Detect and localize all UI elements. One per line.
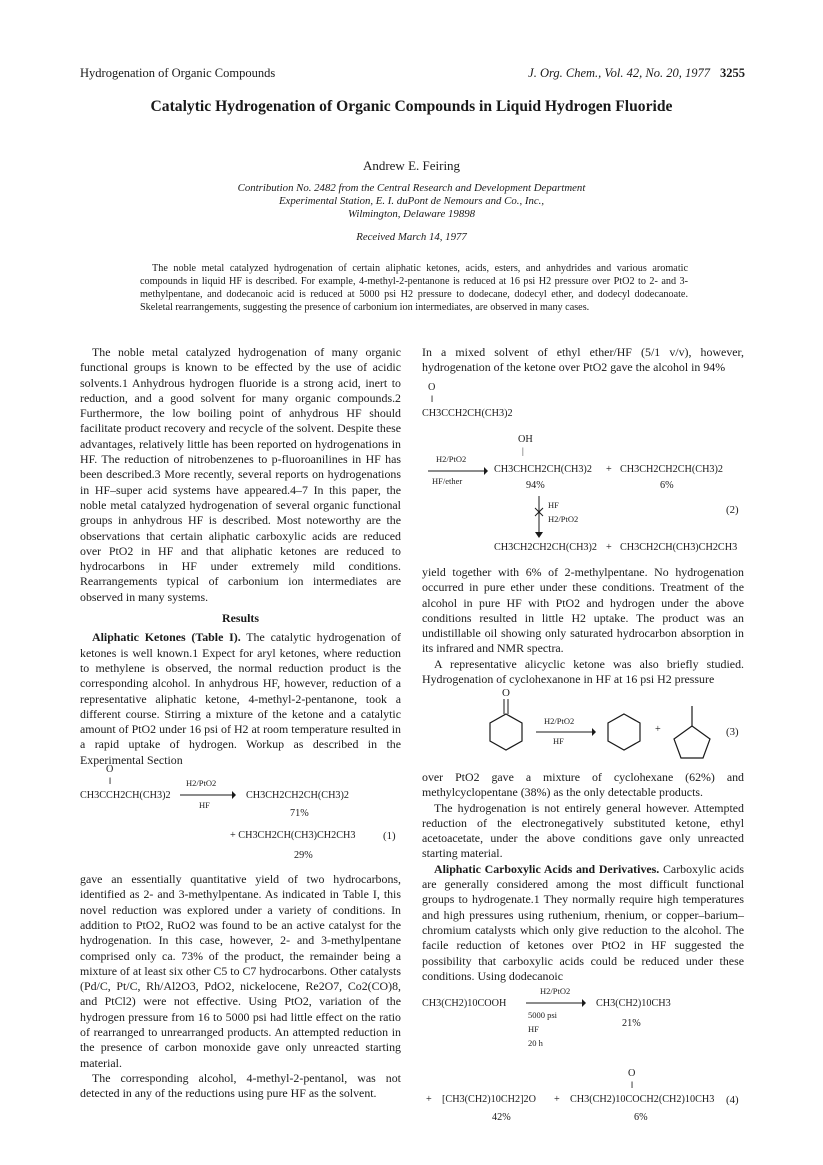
acids-text: Carboxylic acids are generally considered among the most difficult functional groups to hydrogenate.1 They normally require high temperatures and high pressures using ruthenium, rhenium, or copper–barium–chromium catalysts which only give reduction to the alcohol. The facile reduction of ketones over PtO2 in HF suggested the possibility that carboxylic acids could be reduced under these conditions. Using dodecanoic: [422, 861, 744, 983]
eq4-yield-2: 42%: [492, 1112, 511, 1123]
right-column-lower: [422, 770, 744, 984]
acids-paragraph: [422, 862, 744, 984]
affiliation-line: Contribution No. 2482 from the Central Research and Development Department: [237, 182, 586, 194]
eq2-down-arrow: [534, 496, 544, 538]
page-number: 3255: [720, 66, 745, 80]
not-general-paragraph: The hydrogenation is not entirely general however. Attempted reduction of the electronegatively substituted ketone, ethyl acetoacetate, under the above conditions gave only unreacted starting material.: [422, 800, 744, 861]
eq2-double-bond: ‖: [431, 394, 434, 404]
eq1-yield-2: 29%: [294, 850, 313, 861]
eq4-yield-3: 6%: [634, 1112, 648, 1123]
affiliation-line: Experimental Station, E. I. duPont de Nemours and Co., Inc.,: [278, 195, 545, 207]
eq2-down-reagent-bottom: H2/PtO2: [548, 514, 579, 524]
eq2-bond: |: [522, 446, 524, 456]
eq2-yield-1: 94%: [526, 480, 545, 491]
eq2-product-2: CH3CH2CH2CH(CH3)2: [620, 464, 724, 475]
eq4-reagent-line-2: HF: [528, 1024, 539, 1034]
eq1-number: (1): [383, 830, 396, 842]
eq2-plus-2: +: [606, 542, 612, 553]
eq4-reagent-line-3: 20 h: [528, 1038, 543, 1048]
eq1-yield-1: 71%: [290, 808, 309, 819]
eq1-reagent-bottom: HF: [199, 800, 210, 810]
eq4-yield-1: 21%: [622, 1018, 641, 1029]
eq4-plus-2: +: [554, 1094, 560, 1105]
acids-heading: Aliphatic Carboxylic Acids and Derivatives.: [434, 861, 660, 876]
eq2-plus: +: [606, 464, 612, 475]
eq2-reactant: CH3CCH2CH(CH3)2: [422, 408, 513, 419]
eq4-carbonyl-o: O: [628, 1068, 636, 1079]
eq2-arrow: [428, 466, 488, 476]
after-eq1-paragraph: gave an essentially quantitative yield of two hydrocarbons, identified as 2- and 3-methylpentane. As indicated in Table I, this novel reduction was explored under a variety of conditions. In addition to PtO2, RuO2 was found to be an active catalyst for the hydrogenation. In this case, however, 2- and 3-methylpentane comprised only ca. 73% of the product, the remainder being a mixture of at least six other C5 to C7 hydrocarbons. Other catalysts (Pd/C, Pt/C, Rh/Al2O3, PdO2, nickelocene, Re2O7, Co2(CO)8, and PtCl2) were not effective. Using PtO2, variation of the hydrogen pressure from 16 to 5000 psi had little effect on the ratio of rearranged to unrearranged products. An attempted reduction in the presence of carbon monoxide gave only unreacted starting material.: [80, 872, 401, 1070]
after-eq3-paragraph: over PtO2 gave a mixture of cyclohexane (62%) and methylcyclopentane (38%) as the only detectable products.: [422, 770, 744, 800]
eq2-reagent-bottom: HF/ether: [432, 476, 463, 486]
left-column: [80, 345, 401, 1101]
eq3-number: (3): [726, 726, 739, 738]
eq1-product-2: + CH3CH2CH(CH3)CH2CH3: [230, 830, 356, 841]
eq4-arrow: [526, 998, 586, 1008]
eq1-double-bond: ‖: [109, 776, 112, 786]
eq2-reagent-top: H2/PtO2: [436, 454, 467, 464]
ketones-paragraph: [80, 630, 401, 768]
author: Andrew E. Feiring: [362, 158, 461, 173]
eq2-product-1: CH3CHCH2CH(CH3)2: [494, 464, 592, 475]
eq1-reactant: CH3CCH2CH(CH3)2: [80, 790, 171, 801]
intro-paragraph: The noble metal catalyzed hydrogenation of many organic functional groups is known to be effected by the use of acidic solvents.1 Anhydrous hydrogen fluoride is a strong acid, inert to reduction, and a good solvent for many organic compounds.2 Furthermore, the low boiling point of anhydrous HF should facilitate product recovery and recycle of the solvent. Despite these advantages, relatively little has been reported on hydrogenations in HF. The reduction of nitrobenzenes to p-fluoroanilines in HF has been described.3 More recently, several reports on hydrogenations in HF–super acid systems have appeared.4–7 In this paper, the noble metal catalyzed hydrogenation of several organic functional groups in anhydrous HF is described. Most noteworthy are the observations that certain aliphatic carboxylic acids are reduced over PtO2 in HF and that aliphatic ketones are reduced to hydrocarbons in HF under extremely mild conditions. Rearrangements typical of carbonium ion intermediates are observed in many systems.: [80, 345, 401, 604]
affiliation-line: Wilmington, Delaware 19898: [347, 208, 476, 220]
eq1-carbonyl-o: O: [106, 764, 114, 775]
equation-4-continued: [422, 1068, 744, 1128]
svg-text:O: O: [502, 687, 510, 699]
eq3-reagent-top: H2/PtO2: [544, 716, 575, 726]
after-eq2-paragraph: yield together with 6% of 2-methylpentane. No hydrogenation occurred in pure ether under these conditions. Treatment of the alcohol in pure HF with PtO2 and hydrogen under the above conditions resulted in little H2 uptake. The product was an undistillable oil showing only saturated hydrocarbon absorption in its infrared and NMR spectra.: [422, 565, 744, 656]
eq1-reagent-top: H2/PtO2: [186, 778, 217, 788]
journal-citation: [528, 66, 745, 81]
results-heading: Results: [222, 611, 259, 626]
journal-name: J. Org. Chem., Vol. 42, No. 20, 1977: [528, 66, 710, 80]
eq2-number: (2): [726, 504, 739, 516]
eq4-product-1: CH3(CH2)10CH3: [596, 998, 671, 1009]
abstract: The noble metal catalyzed hydrogenation of certain aliphatic ketones, acids, esters, and anhydrides and various aromatic compounds in liquid HF is described. For example, 4-methyl-2-pentanone is reduced at 16 psi H2 pressure over PtO2 to 2- and 3-methylpentane, and dodecanoic acid is reduced at 5000 psi H2 pressure to dodecane, dodecyl ether, and dodecyl dodecanoate. Skeletal rearrangements, suggesting the presence of carbonium ion intermediates, are observed in many cases.: [140, 263, 688, 313]
received-date: Received March 14, 1977: [356, 231, 467, 243]
eq4-reactant: CH3(CH2)10COOH: [422, 998, 507, 1009]
equation-4: [422, 986, 744, 1076]
equation-1: [80, 764, 402, 864]
eq2-product-3: CH3CH2CH2CH(CH3)2: [494, 542, 598, 553]
mixed-solvent-paragraph: In a mixed solvent of ethyl ether/HF (5/1 v/v), however, hydrogenation of the ketone over PtO2 gave the alcohol in 94%: [422, 345, 744, 375]
eq4-product-3: CH3(CH2)10COCH2(CH2)10CH3: [570, 1094, 715, 1105]
eq3-structures: [486, 686, 786, 762]
alcohol-paragraph: The corresponding alcohol, 4-methyl-2-pentanol, was not detected in any of the reductions using pure HF as the solvent.: [80, 1070, 401, 1101]
alicyclic-paragraph: A representative alicyclic ketone was also briefly studied. Hydrogenation of cyclohexanone in HF at 16 psi H2 pressure: [422, 656, 744, 687]
eq2-yield-2: 6%: [660, 480, 674, 491]
eq2-product-4: CH3CH2CH(CH3)CH2CH3: [620, 542, 738, 553]
eq2-carbonyl-o: O: [428, 382, 436, 393]
running-title: Hydrogenation of Organic Compounds: [80, 66, 276, 80]
article-title: Catalytic Hydrogenation of Organic Compounds in Liquid Hydrogen Fluoride: [150, 98, 673, 115]
right-column-mid: [422, 565, 744, 687]
equation-2: [422, 382, 744, 562]
eq3-plus: +: [655, 724, 661, 735]
equation-3: [422, 686, 744, 766]
eq1-product-1: CH3CH2CH2CH(CH3)2: [246, 790, 350, 801]
eq1-arrow: [180, 790, 236, 800]
ketones-text: The catalytic hydrogenation of ketones is well known.1 Expect for aryl ketones, where reduction to methylene is observed, the normal reduction product is the corresponding alcohol. In anhydrous HF, however, reduction of a representative aliphatic ketone, 4-methyl-2-pentanone, took a different course. Stirring a mixture of the ketone and a catalytic amount of PtO2 under 16 psi of H2 at room temperature resulted in a rapid uptake of hydrogen. Workup as described in the Experimental Section: [80, 630, 401, 767]
eq2-down-reagent-top: HF: [548, 500, 559, 510]
eq4-reagent-line-1: 5000 psi: [528, 1010, 558, 1020]
eq4-product-2: [CH3(CH2)10CH2]2O: [442, 1094, 536, 1105]
eq4-reagent-top: H2/PtO2: [540, 986, 571, 996]
right-column-top: [422, 345, 744, 376]
eq3-reagent-bottom: HF: [553, 736, 564, 746]
eq2-hydroxyl: OH: [518, 434, 533, 445]
affiliation: [80, 182, 743, 221]
eq4-plus-1: +: [426, 1094, 432, 1105]
eq4-number: (4): [726, 1094, 739, 1106]
eq4-double-bond: ‖: [631, 1080, 634, 1090]
ketones-heading: Aliphatic Ketones (Table I).: [92, 630, 241, 645]
